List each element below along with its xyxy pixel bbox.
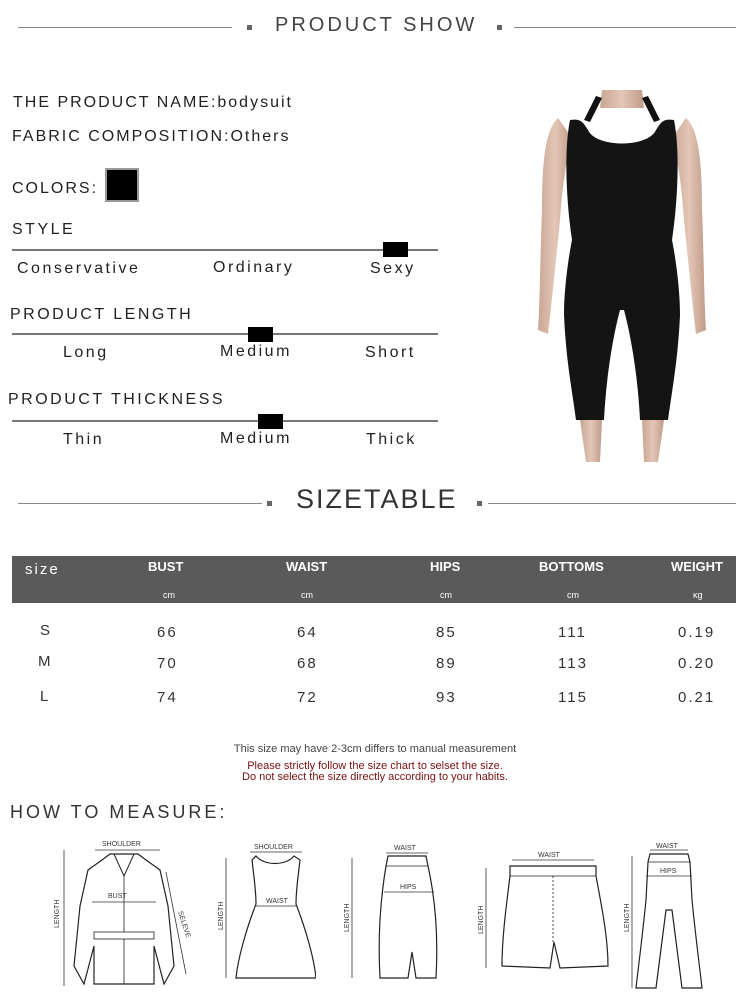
table-cell: 89: [436, 655, 457, 672]
pants-waist-label: WAIST: [656, 843, 678, 850]
table-cell: 111: [558, 624, 587, 641]
pants-hips-label: HIPS: [660, 868, 677, 875]
pants-length-label: LENGTH: [624, 903, 631, 932]
length-label-long: Long: [63, 344, 109, 361]
size-warning: Please strictly follow the size chart to selset the size.: [247, 760, 503, 772]
col-size: size: [25, 561, 60, 578]
table-cell: L: [40, 688, 51, 705]
jacket-bust-label: BUST: [108, 893, 127, 900]
table-cell: 68: [297, 655, 318, 672]
divider-line: [18, 27, 232, 28]
col-weight: WEIGHT: [671, 559, 723, 574]
col-waist: WAIST: [286, 559, 328, 574]
table-cell: 74: [157, 689, 178, 706]
table-cell: S: [40, 622, 53, 639]
thickness-scale-line: [12, 420, 438, 422]
style-label-conservative: Conservative: [17, 260, 141, 277]
jacket-shoulder-label: SHOULDER: [102, 841, 141, 848]
table-cell: 0.20: [678, 655, 716, 672]
dress-waist-label: WAIST: [266, 898, 288, 905]
jacket-measure-diagram: [50, 836, 200, 992]
table-cell: M: [38, 653, 53, 670]
thickness-label-thick: Thick: [366, 431, 417, 448]
thickness-title: PRODUCT THICKNESS: [8, 391, 226, 408]
divider-line: [488, 503, 736, 504]
shorts-measure-diagram: [476, 848, 626, 974]
divider-dot: [497, 25, 502, 30]
jacket-length-label: LENGTH: [54, 899, 61, 928]
colors-label: COLORS:: [12, 180, 99, 197]
unit-hips: cm: [440, 590, 452, 600]
dress-measure-diagram: [216, 840, 316, 986]
divider-dot: [267, 501, 272, 506]
divider-line: [514, 27, 736, 28]
divider-dot: [477, 501, 482, 506]
table-cell: 0.19: [678, 624, 716, 641]
table-cell: 66: [157, 624, 178, 641]
pants-measure-diagram: [622, 840, 712, 994]
thickness-label-medium: Medium: [220, 430, 292, 447]
length-scale-line: [12, 333, 438, 335]
table-cell: 113: [558, 655, 588, 672]
table-cell: 115: [558, 689, 588, 706]
sizetable-title: SIZETABLE: [296, 484, 458, 514]
dress-length-label: LENGTH: [218, 901, 225, 930]
unit-weight: κɡ: [693, 590, 703, 600]
size-table-header: [12, 556, 736, 603]
product-photo: [522, 90, 722, 468]
table-cell: 0.21: [678, 689, 716, 706]
jacket-sleeve-label: SELEVE: [176, 910, 192, 939]
unit-bottoms: cm: [567, 590, 579, 600]
col-hips: HIPS: [430, 559, 461, 574]
shorts-waist-label: WAIST: [538, 852, 560, 859]
skirt-hips-label: HIPS: [400, 884, 417, 891]
thickness-label-thin: Thin: [63, 431, 105, 448]
table-cell: 85: [436, 624, 457, 641]
skirt-measure-diagram: [342, 842, 442, 986]
sizetable-header: [0, 482, 750, 522]
fabric-composition: FABRIC COMPOSITION:Others: [12, 128, 291, 145]
page-title: PRODUCT SHOW: [275, 14, 478, 36]
length-label-medium: Medium: [220, 343, 292, 360]
style-title: STYLE: [12, 221, 76, 238]
unit-bust: cm: [163, 590, 175, 600]
product-show-header: [0, 10, 750, 44]
thickness-scale-marker: [258, 414, 283, 429]
size-warning: Do not select the size directly according to your habits.: [242, 771, 508, 783]
divider-line: [18, 503, 262, 504]
style-label-ordinary: Ordinary: [213, 259, 295, 276]
style-scale-line: [12, 249, 438, 251]
table-cell: 72: [297, 689, 318, 706]
col-bust: BUST: [148, 559, 184, 574]
divider-dot: [247, 25, 252, 30]
style-label-sexy: Sexy: [370, 260, 416, 277]
length-title: PRODUCT LENGTH: [10, 306, 194, 323]
table-cell: 93: [436, 689, 457, 706]
table-cell: 70: [157, 655, 178, 672]
length-scale-marker: [248, 327, 273, 342]
shorts-length-label: LENGTH: [478, 905, 485, 934]
skirt-length-label: LENGTH: [344, 903, 351, 932]
product-name: THE PRODUCT NAME:bodysuit: [13, 94, 293, 111]
table-cell: 64: [297, 624, 318, 641]
dress-shoulder-label: SHOULDER: [254, 844, 293, 851]
unit-waist: cm: [301, 590, 313, 600]
length-label-short: Short: [365, 344, 416, 361]
how-to-measure-title: HOW TO MEASURE:: [10, 802, 228, 822]
style-scale-marker: [383, 242, 408, 257]
col-bottoms: BOTTOMS: [539, 559, 604, 574]
color-swatch-black[interactable]: [105, 168, 139, 202]
skirt-waist-label: WAIST: [394, 845, 416, 852]
measure-note: This size may have 2-3cm differs to manual measurement: [233, 743, 517, 755]
